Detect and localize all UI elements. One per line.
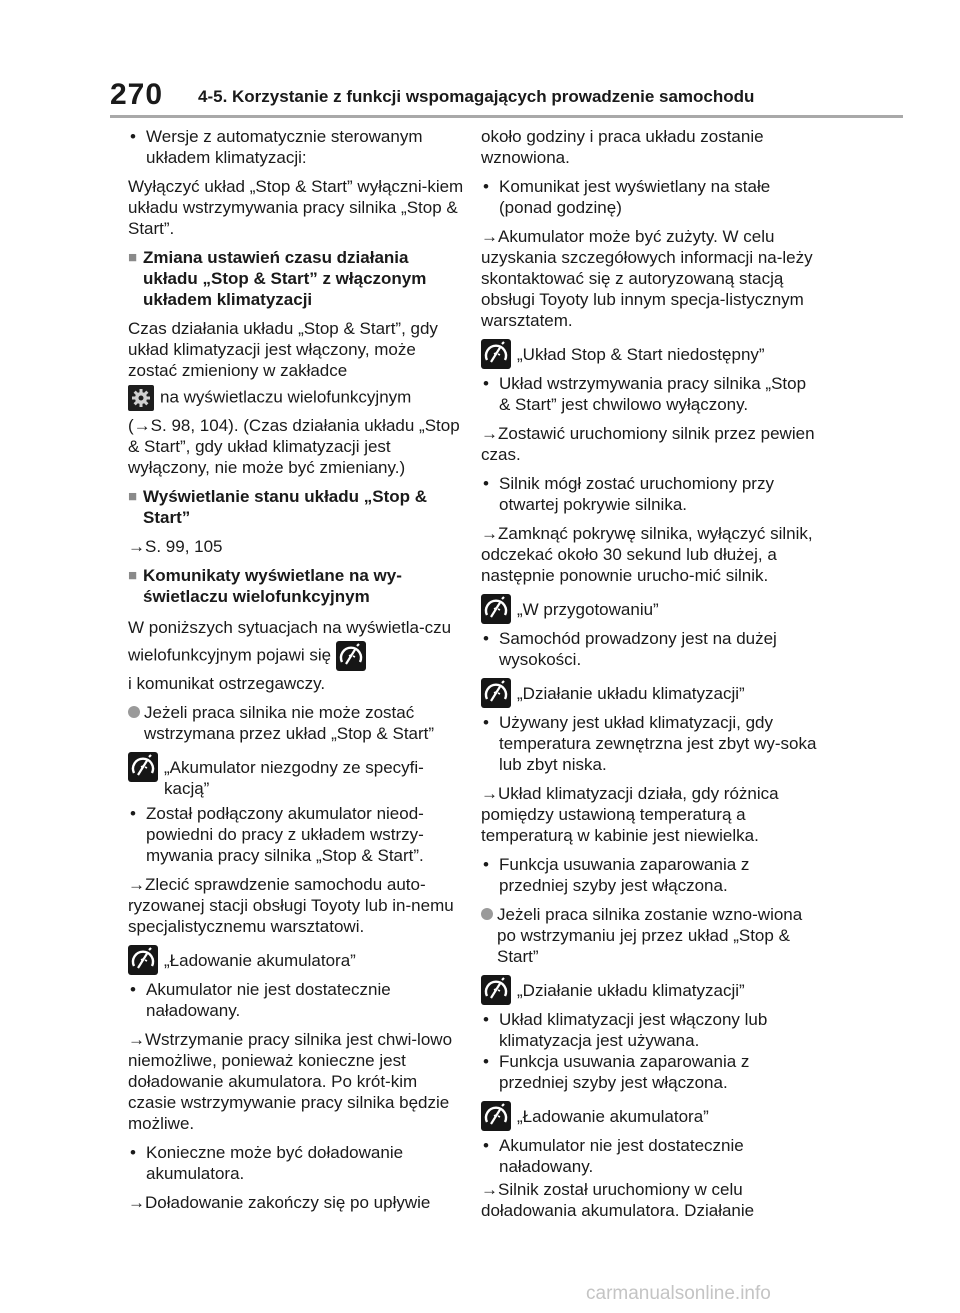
- paragraph: →Zamknąć pokrywę silnika, wyłączyć silnik, odczekać około 30 sekund lub dłużej, a następnie ponownie urucho-mić silnik.: [481, 524, 813, 585]
- stop-start-indicator-icon: [481, 339, 511, 369]
- bullet-item: • Samochód prowadzony jest na dużej wysokości.: [481, 628, 819, 670]
- paragraph: (→S. 98, 104). (Czas działania układu „Stop & Start”, gdy układ klimatyzacji jest wyłączony, nie może być zmieniany.): [128, 416, 460, 477]
- bullet-item: • Komunikat jest wyświetlany na stałe (ponad godzinę): [481, 176, 819, 218]
- stop-start-indicator-icon: [481, 594, 511, 624]
- bullet-item: • Akumulator nie jest dostatecznie naładowany.: [481, 1135, 819, 1177]
- stop-start-indicator-icon: [128, 945, 158, 975]
- bullet-list: [481, 373, 819, 415]
- stop-start-indicator-icon: [128, 752, 158, 782]
- stop-start-indicator-icon: [481, 1101, 511, 1131]
- dot-heading: [128, 702, 466, 744]
- bullet-list: [481, 473, 819, 515]
- paragraph: →Układ klimatyzacji działa, gdy różnica pomiędzy ustawioną temperaturą a temperaturą w kabinie jest niewielka.: [481, 784, 779, 845]
- paragraph: →Doładowanie zakończy się po upływie: [128, 1193, 431, 1212]
- bullet-item: • Funkcja usuwania zaparowania z przedniej szyby jest włączona.: [481, 854, 819, 896]
- bullet-list: [128, 803, 466, 866]
- paragraph: →Zostawić uruchomiony silnik przez pewien czas.: [481, 424, 815, 464]
- message-entry: [481, 339, 819, 369]
- bullet-list: [481, 854, 819, 896]
- section-heading: [128, 486, 466, 528]
- dot-marker-icon: [128, 702, 144, 744]
- message-entry: [128, 752, 466, 799]
- bullet-list: [128, 1142, 466, 1184]
- bullet-list: [481, 712, 819, 775]
- message-entry: [481, 975, 819, 1005]
- dot-heading-text: Jeżeli praca silnika nie może zostać wstrzymana przez układ „Stop & Start”: [144, 703, 435, 743]
- message-text: „Działanie układu klimatyzacji”: [517, 981, 745, 1000]
- message-text: „Ładowanie akumulatora”: [517, 1107, 709, 1126]
- paragraph: →S. 99, 105: [128, 537, 223, 556]
- bullet-item: • Wersje z automatycznie sterowanym układem klimatyzacji:: [128, 126, 466, 168]
- paragraph: →Wstrzymanie pracy silnika jest chwi-lowo niemożliwe, ponieważ konieczne jest doładowanie akumulatora. Po krót-kim czasie wstrzymywanie pracy silnika będzie możliwe.: [128, 1030, 453, 1133]
- header-rule: [110, 115, 903, 118]
- bullet-item: • Układ klimatyzacji jest włączony lub klimatyzacja jest używana.: [481, 1009, 819, 1051]
- paragraph: →Zlecić sprawdzenie samochodu auto-ryzowanej stacji obsługi Toyoty lub in-nemu specjalistycznemu warsztatowi.: [128, 875, 454, 936]
- bullet-item: • Używany jest układ klimatyzacji, gdy temperatura zewnętrzna jest zbyt wy-soka lub zbyt niska.: [481, 712, 819, 775]
- left-column: [128, 126, 466, 1221]
- heading-text: Zmiana ustawień czasu działania układu „Stop & Start” z włączonym układem klimatyzacji: [143, 248, 427, 309]
- bullet-list: [481, 1009, 819, 1093]
- gear-icon: [128, 385, 154, 411]
- message-text: „Akumulator niezgodny ze specyfi-kacją”: [164, 758, 424, 798]
- paragraph-with-icon: [128, 385, 466, 411]
- bullet-item: • Silnik mógł zostać uruchomiony przy otwartej pokrywie silnika.: [481, 473, 819, 515]
- square-marker-icon: ■: [128, 567, 138, 584]
- message-entry: [481, 1101, 819, 1131]
- section-heading: [128, 247, 466, 310]
- paragraph: około godziny i praca układu zostanie wznowiona.: [481, 127, 764, 167]
- bullet-list: [481, 628, 819, 670]
- bullet-list: [481, 1135, 819, 1177]
- stop-start-indicator-icon: [481, 975, 511, 1005]
- paragraph: →Silnik został uruchomiony w celu doładowania akumulatora. Działanie: [481, 1180, 755, 1220]
- dot-marker-icon: [481, 904, 497, 967]
- message-entry: [481, 678, 819, 708]
- bullet-list: [481, 176, 819, 218]
- heading-text: Wyświetlanie stanu układu „Stop & Start”: [143, 487, 428, 527]
- stop-start-indicator-icon: [336, 641, 366, 671]
- page-number: 270: [110, 78, 164, 111]
- message-text: „Ładowanie akumulatora”: [164, 951, 356, 970]
- square-marker-icon: ■: [128, 249, 138, 266]
- message-text: „Działanie układu klimatyzacji”: [517, 684, 745, 703]
- dot-heading-text: Jeżeli praca silnika zostanie wzno-wiona po wstrzymaniu jej przez układ „Stop & Start”: [497, 905, 803, 966]
- dot-heading: [481, 904, 819, 967]
- message-text: „W przygotowaniu”: [517, 600, 659, 619]
- square-marker-icon: ■: [128, 488, 138, 505]
- bullet-item: • Układ wstrzymywania pracy silnika „Stop & Start” jest chwilowo wyłączony.: [481, 373, 819, 415]
- bullet-list: [128, 979, 466, 1021]
- paragraph: Czas działania układu „Stop & Start”, gdy układ klimatyzacji jest włączony, może zostać zmieniony w zakładce: [128, 319, 438, 380]
- bullet-item: • Funkcja usuwania zaparowania z przedniej szyby jest włączona.: [481, 1051, 819, 1093]
- paragraph-text: na wyświetlaczu wielofunkcyjnym: [160, 387, 412, 407]
- heading-text: Komunikaty wyświetlane na wy-świetlaczu wielofunkcyjnym: [143, 566, 402, 606]
- stop-start-indicator-icon: [481, 678, 511, 708]
- paragraph: i komunikat ostrzegawczy.: [128, 674, 326, 693]
- chapter-title: 4-5. Korzystanie z funkcji wspomagających prowadzenie samochodu: [198, 87, 755, 106]
- paragraph: →Akumulator może być zużyty. W celu uzyskania szczegółowych informacji na-leży skontaktować się z autoryzowaną stacją obsługi Toyoty lub innym specja-listycznym warsztatem.: [481, 227, 813, 330]
- paragraph-text: W poniższych sytuacjach na wyświetla-czu wielofunkcyjnym pojawi się: [128, 618, 452, 665]
- bullet-item: • Konieczne może być doładowanie akumulatora.: [128, 1142, 466, 1184]
- watermark: carmanualsonline.info: [586, 1283, 771, 1304]
- paragraph: Wyłączyć układ „Stop & Start” wyłączni-kiem układu wstrzymywania pracy silnika „Stop & Start”.: [128, 177, 464, 238]
- message-text: „Układ Stop & Start niedostępny”: [517, 345, 765, 364]
- section-heading: [128, 565, 466, 607]
- page-header: [110, 78, 900, 118]
- bullet-item: • Akumulator nie jest dostatecznie naładowany.: [128, 979, 466, 1021]
- paragraph: [128, 615, 466, 671]
- message-entry: [481, 594, 819, 624]
- bullet-item: • Został podłączony akumulator nieod-powiedni do pracy z układem wstrzy-mywania pracy silnika „Stop & Start”.: [128, 803, 466, 866]
- message-entry: [128, 945, 466, 975]
- bullet-list: [128, 126, 466, 168]
- right-column: [481, 126, 819, 1229]
